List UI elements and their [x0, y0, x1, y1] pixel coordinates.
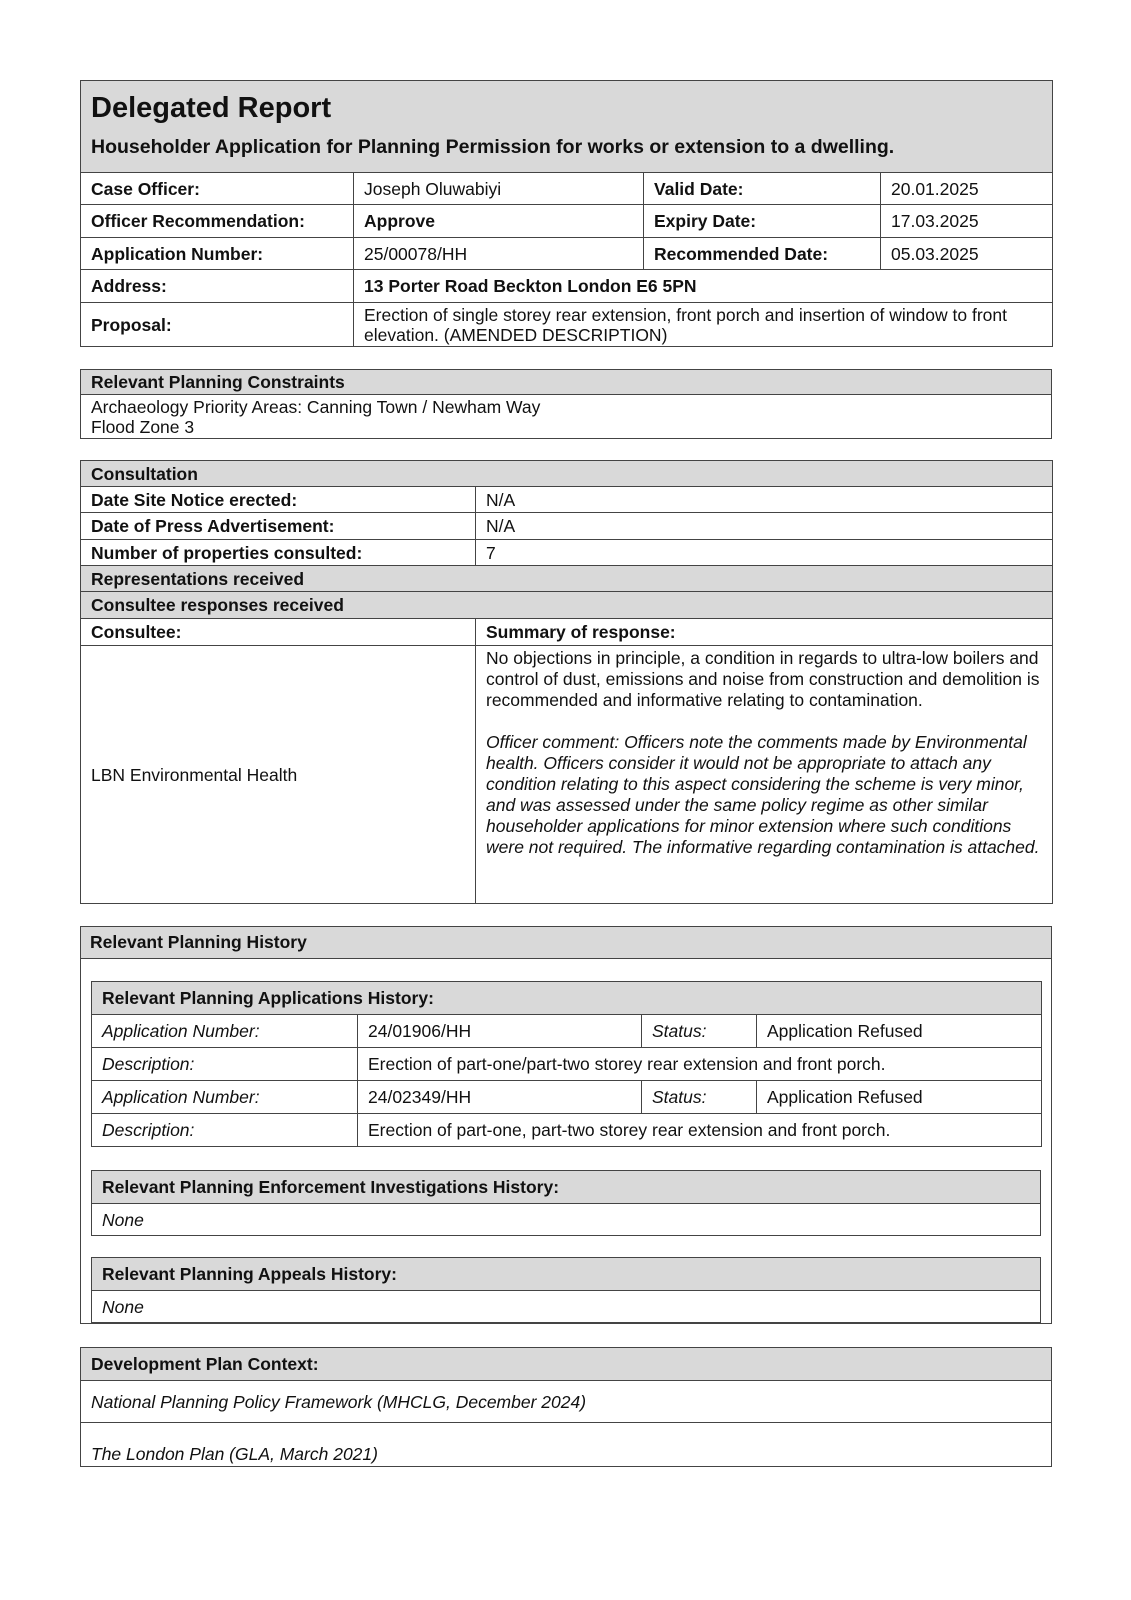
- status-label: Status:: [642, 1015, 757, 1048]
- proposal-label: Proposal:: [81, 303, 354, 347]
- consultee-responses-heading: Consultee responses received: [81, 592, 1053, 619]
- consultation-label: Date of Press Advertisement:: [81, 513, 476, 540]
- summary-header: Summary of response:: [476, 619, 1053, 646]
- plan-item: National Planning Policy Framework (MHCLG, December 2024): [81, 1381, 1052, 1423]
- history-description: Erection of part-one, part-two storey rear extension and front porch.: [358, 1114, 1042, 1147]
- plan-item: The London Plan (GLA, March 2021): [81, 1423, 1052, 1467]
- recommended-date-label: Recommended Date:: [644, 238, 881, 270]
- recommendation: Approve: [354, 205, 644, 238]
- description-label: Description:: [92, 1048, 358, 1081]
- officer-comment: Officer comment: Officers note the comments made by Environmental health. Officers consider it would not be appropriate to attach any condition relating to this aspect considering the scheme is very minor, and was assessed under the same policy regime as other similar householder applications for minor extension where such conditions were not required. The informative regarding contamination is attached.: [486, 732, 1040, 857]
- page-subtitle: Householder Application for Planning Permission for works or extension to a dwelling.: [91, 136, 895, 158]
- constraints-table: [80, 369, 1052, 439]
- constraints-title: Relevant Planning Constraints: [81, 370, 1052, 395]
- recommendation-label: Officer Recommendation:: [81, 205, 354, 238]
- valid-date: 20.01.2025: [881, 173, 1053, 205]
- expiry-date-label: Expiry Date:: [644, 205, 881, 238]
- proposal: Erection of single storey rear extension, front porch and insertion of window to front elevation. (AMENDED DESCRIPTION): [354, 303, 1053, 347]
- consultation-value: N/A: [476, 513, 1053, 540]
- page-title: Delegated Report: [91, 92, 332, 124]
- consultee-name: LBN Environmental Health: [81, 646, 476, 904]
- consultation-value: N/A: [476, 487, 1053, 513]
- appeals-title: Relevant Planning Appeals History:: [92, 1258, 1041, 1291]
- consultation-value: 7: [476, 540, 1053, 566]
- enforcement-title: Relevant Planning Enforcement Investigations History:: [92, 1171, 1041, 1204]
- address: 13 Porter Road Beckton London E6 5PN: [354, 270, 1053, 303]
- appeals-history-table: [91, 1257, 1041, 1323]
- applications-history-table: [91, 981, 1042, 1147]
- consultation-label: Number of properties consulted:: [81, 540, 476, 566]
- recommended-date: 05.03.2025: [881, 238, 1053, 270]
- history-status: Application Refused: [757, 1015, 1042, 1048]
- valid-date-label: Valid Date:: [644, 173, 881, 205]
- history-description: Erection of part-one/part-two storey rear extension and front porch.: [358, 1048, 1042, 1081]
- app-number-label: Application Number:: [92, 1015, 358, 1048]
- case-officer-label: Case Officer:: [81, 173, 354, 205]
- enforcement-value: None: [92, 1204, 1041, 1236]
- app-number-label: Application Number:: [92, 1081, 358, 1114]
- history-title: Relevant Planning History: [81, 927, 1051, 959]
- constraint-item: Archaeology Priority Areas: Canning Town / Newham Way: [91, 396, 541, 417]
- case-officer: Joseph Oluwabiyi: [354, 173, 644, 205]
- address-label: Address:: [81, 270, 354, 303]
- consultee-response: No objections in principle, a condition in regards to ultra-low boilers and control of dust, emissions and noise from construction and demolition is recommended and informative relating to contamination.: [486, 648, 1040, 710]
- enforcement-history-table: [91, 1170, 1041, 1236]
- apps-history-title: Relevant Planning Applications History:: [92, 982, 1042, 1015]
- summary-table: [80, 80, 1053, 347]
- history-app-number: 24/01906/HH: [358, 1015, 642, 1048]
- consultation-table: [80, 460, 1053, 904]
- consultation-label: Date Site Notice erected:: [81, 487, 476, 513]
- constraint-item: Flood Zone 3: [91, 416, 195, 437]
- app-number: 25/00078/HH: [354, 238, 644, 270]
- appeals-value: None: [92, 1291, 1041, 1323]
- app-number-label: Application Number:: [81, 238, 354, 270]
- development-plan-table: [80, 1347, 1052, 1467]
- status-label: Status:: [642, 1081, 757, 1114]
- description-label: Description:: [92, 1114, 358, 1147]
- plan-title: Development Plan Context:: [81, 1348, 1052, 1381]
- representations-heading: Representations received: [81, 566, 1053, 592]
- history-app-number: 24/02349/HH: [358, 1081, 642, 1114]
- consultee-header: Consultee:: [81, 619, 476, 646]
- history-status: Application Refused: [757, 1081, 1042, 1114]
- expiry-date: 17.03.2025: [881, 205, 1053, 238]
- consultation-title: Consultation: [81, 461, 1053, 487]
